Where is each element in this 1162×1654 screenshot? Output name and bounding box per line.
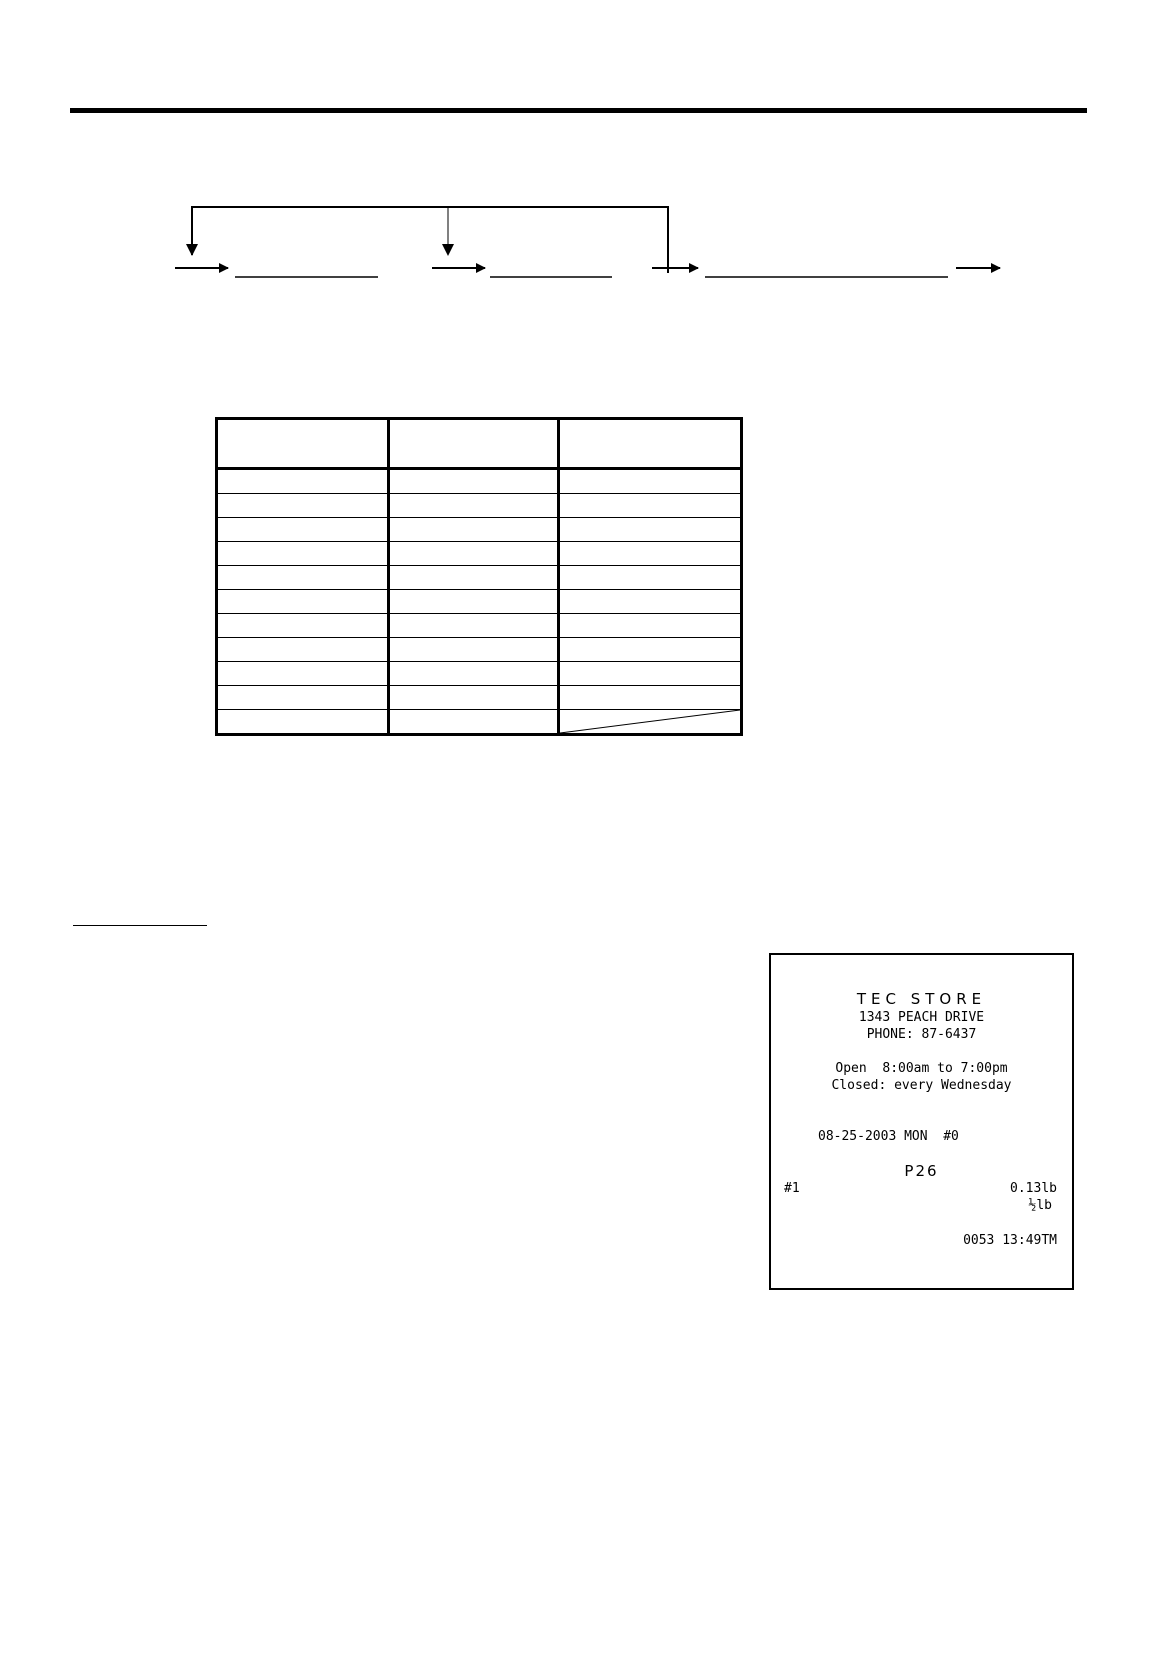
table-cell (217, 542, 389, 566)
entry-table (215, 417, 743, 736)
table-cell (389, 419, 559, 469)
table-row (217, 686, 742, 710)
key-sequence-diagram (170, 195, 1010, 295)
table-cell (559, 518, 742, 542)
table-cell (389, 566, 559, 590)
table-row (217, 469, 742, 494)
table-cell (389, 494, 559, 518)
table-cell (217, 686, 389, 710)
table-cell (217, 419, 389, 469)
table-row (217, 638, 742, 662)
table-row (217, 494, 742, 518)
table-cell (559, 494, 742, 518)
table-cell (217, 566, 389, 590)
table-cell (217, 469, 389, 494)
table-row (217, 662, 742, 686)
table-row (217, 518, 742, 542)
table-cell (217, 518, 389, 542)
table-cell (389, 614, 559, 638)
receipt-closed: Closed: every Wednesday (831, 1078, 1012, 1093)
table-cell (389, 518, 559, 542)
table-cell (559, 542, 742, 566)
receipt-address: 1343 PEACH DRIVE (858, 1010, 985, 1025)
table-row (217, 542, 742, 566)
table-cell (389, 662, 559, 686)
receipt-hours: Open 8:00am to 7:00pm (835, 1061, 1008, 1076)
table-cell (389, 469, 559, 494)
table-row (217, 710, 742, 735)
table-cell (559, 419, 742, 469)
section-heading-rule (73, 925, 207, 926)
diagonal-line (560, 710, 740, 733)
receipt-store-name: TEC STORE (856, 990, 987, 1008)
loop-back-path (192, 207, 668, 273)
table-cell (217, 494, 389, 518)
table-cell (559, 614, 742, 638)
table-cell (559, 638, 742, 662)
table-cell (389, 710, 559, 735)
table-cell-diagonal (559, 710, 742, 735)
receipt-weight: 0.13lb (1010, 1181, 1057, 1196)
table-cell (559, 662, 742, 686)
table-cell (389, 590, 559, 614)
table-cell (559, 566, 742, 590)
receipt-date-line: 08-25-2003 MON #0 (818, 1129, 959, 1144)
table-cell (217, 614, 389, 638)
table-row (217, 614, 742, 638)
table-cell (389, 686, 559, 710)
receipt-phone: PHONE: 87-6437 (866, 1027, 977, 1042)
receipt-sample (769, 953, 1074, 1290)
receipt-plu-code: P26 (904, 1162, 939, 1180)
receipt-item-number: #1 (784, 1181, 800, 1196)
table-cell (217, 590, 389, 614)
header-rule (70, 108, 1087, 113)
table-cell (217, 662, 389, 686)
table-cell (217, 710, 389, 735)
table-cell (559, 590, 742, 614)
table-cell (389, 638, 559, 662)
table-header-row (217, 419, 742, 469)
table-row (217, 590, 742, 614)
receipt-unit: ½lb (1028, 1198, 1052, 1213)
table-cell (217, 638, 389, 662)
table-cell (559, 469, 742, 494)
table-row (217, 566, 742, 590)
receipt-footer: 0053 13:49TM (963, 1233, 1057, 1248)
table-cell (389, 542, 559, 566)
table-cell (559, 686, 742, 710)
